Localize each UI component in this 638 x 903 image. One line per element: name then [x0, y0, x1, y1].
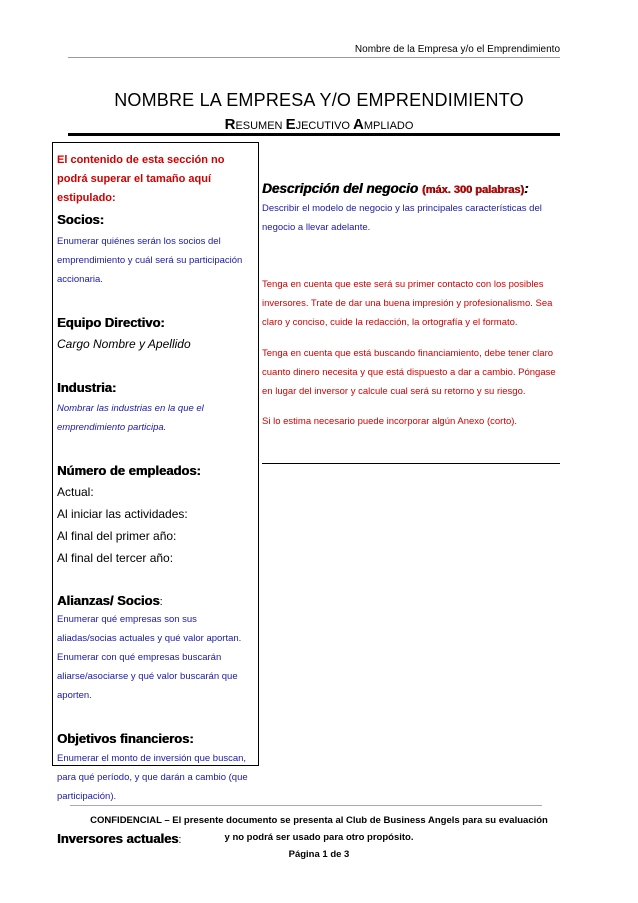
inversores-title: Inversores actuales [57, 831, 179, 846]
empleados-line: Actual: [57, 485, 94, 499]
footer-divider [70, 805, 542, 806]
confidential-notice-cont: y no podrá ser usado para otro propósito. [224, 832, 414, 843]
objetivos-text: Enumerar el monto de inversión que buscan, para qué período, y que darán a cambio (que participación). [57, 753, 248, 802]
sidebar-box [52, 142, 259, 846]
description-colon: : [523, 181, 529, 196]
tip-financing: Tenga en cuenta que está buscando financiamiento, debe tener claro cuanto dinero necesita y que está dispuesto a dar a cambio. Póngase en lugar del inversor y calcule cual será su retorno y su riesgo. [262, 348, 556, 397]
industria-title: Industria: [57, 380, 117, 395]
subtitle-divider [68, 133, 560, 136]
socios-text: Enumerar quiénes serán los socios del emprendimiento y cuál será su participación accionaria. [57, 236, 243, 285]
description-title: Descripción del negocio [262, 181, 419, 196]
alianzas-heading [57, 592, 255, 610]
alianzas-text-1: Enumerar qué empresas son sus aliadas/socias actuales y qué valor aportan. [57, 614, 242, 644]
size-warning: El contenido de esta sección no podrá superar el tamaño aquí estipulado: [57, 154, 225, 204]
page-header: Nombre de la Empresa y/o el Emprendimiento [354, 44, 560, 55]
word-limit: (máx. 300 palabras) [421, 184, 524, 196]
subtitle-initial: E [285, 116, 296, 133]
alianzas-title: Alianzas/ Socios [57, 593, 160, 608]
document-title: NOMBRE LA EMPRESA Y/O EMPRENDIMIENTO [114, 90, 524, 110]
subtitle-initial: R [224, 116, 236, 133]
description-heading [262, 180, 562, 199]
subtitle-word: MPLIADO [363, 120, 414, 132]
socios-title: Socios: [57, 212, 104, 227]
header-divider [68, 57, 560, 58]
empleados-line: Al final del tercer año: [57, 551, 174, 565]
document-subtitle [0, 116, 638, 133]
equipo-title: Equipo Directivo: [57, 315, 165, 330]
industria-text: Nombrar las industrias en la que el emprendimiento participa. [57, 403, 204, 433]
alianzas-colon: : [159, 596, 163, 608]
subtitle-word: JECUTIVO [295, 120, 350, 132]
confidential-notice: CONFIDENCIAL – El presente documento se presenta al Club de Business Angels para su evaluación [90, 815, 548, 826]
inversores-colon: : [178, 834, 182, 846]
description-instruction: Describir el modelo de negocio y las principales características del negocio a llevar adelante. [262, 203, 542, 233]
footer [0, 812, 638, 863]
empleados-title: Número de empleados: [57, 463, 201, 478]
equipo-text: Cargo Nombre y Apellido [57, 337, 191, 351]
business-description [262, 180, 562, 431]
subtitle-initial: A [353, 116, 364, 133]
empleados-line: Al final del primer año: [57, 529, 177, 543]
main-divider [262, 463, 560, 464]
empleados-line: Al iniciar las actividades: [57, 507, 188, 521]
tip-annex: Si lo estima necesario puede incorporar algún Anexo (corto). [262, 416, 518, 427]
subtitle-word: ESUMEN [235, 120, 283, 132]
page-number: Página 1 de 3 [288, 849, 350, 860]
tip-first-contact: Tenga en cuenta que este será su primer contacto con los posibles inversores. Trate de dar una buena impresión y profesionalismo. Sea claro y conciso, cuide la redacción, la ortografía y el formato. [262, 279, 553, 328]
alianzas-text-2: Enumerar con qué empresas buscarán aliarse/asociarse y qué valor buscarán que aporten. [57, 652, 238, 701]
objetivos-title: Objetivos financieros: [57, 731, 194, 746]
